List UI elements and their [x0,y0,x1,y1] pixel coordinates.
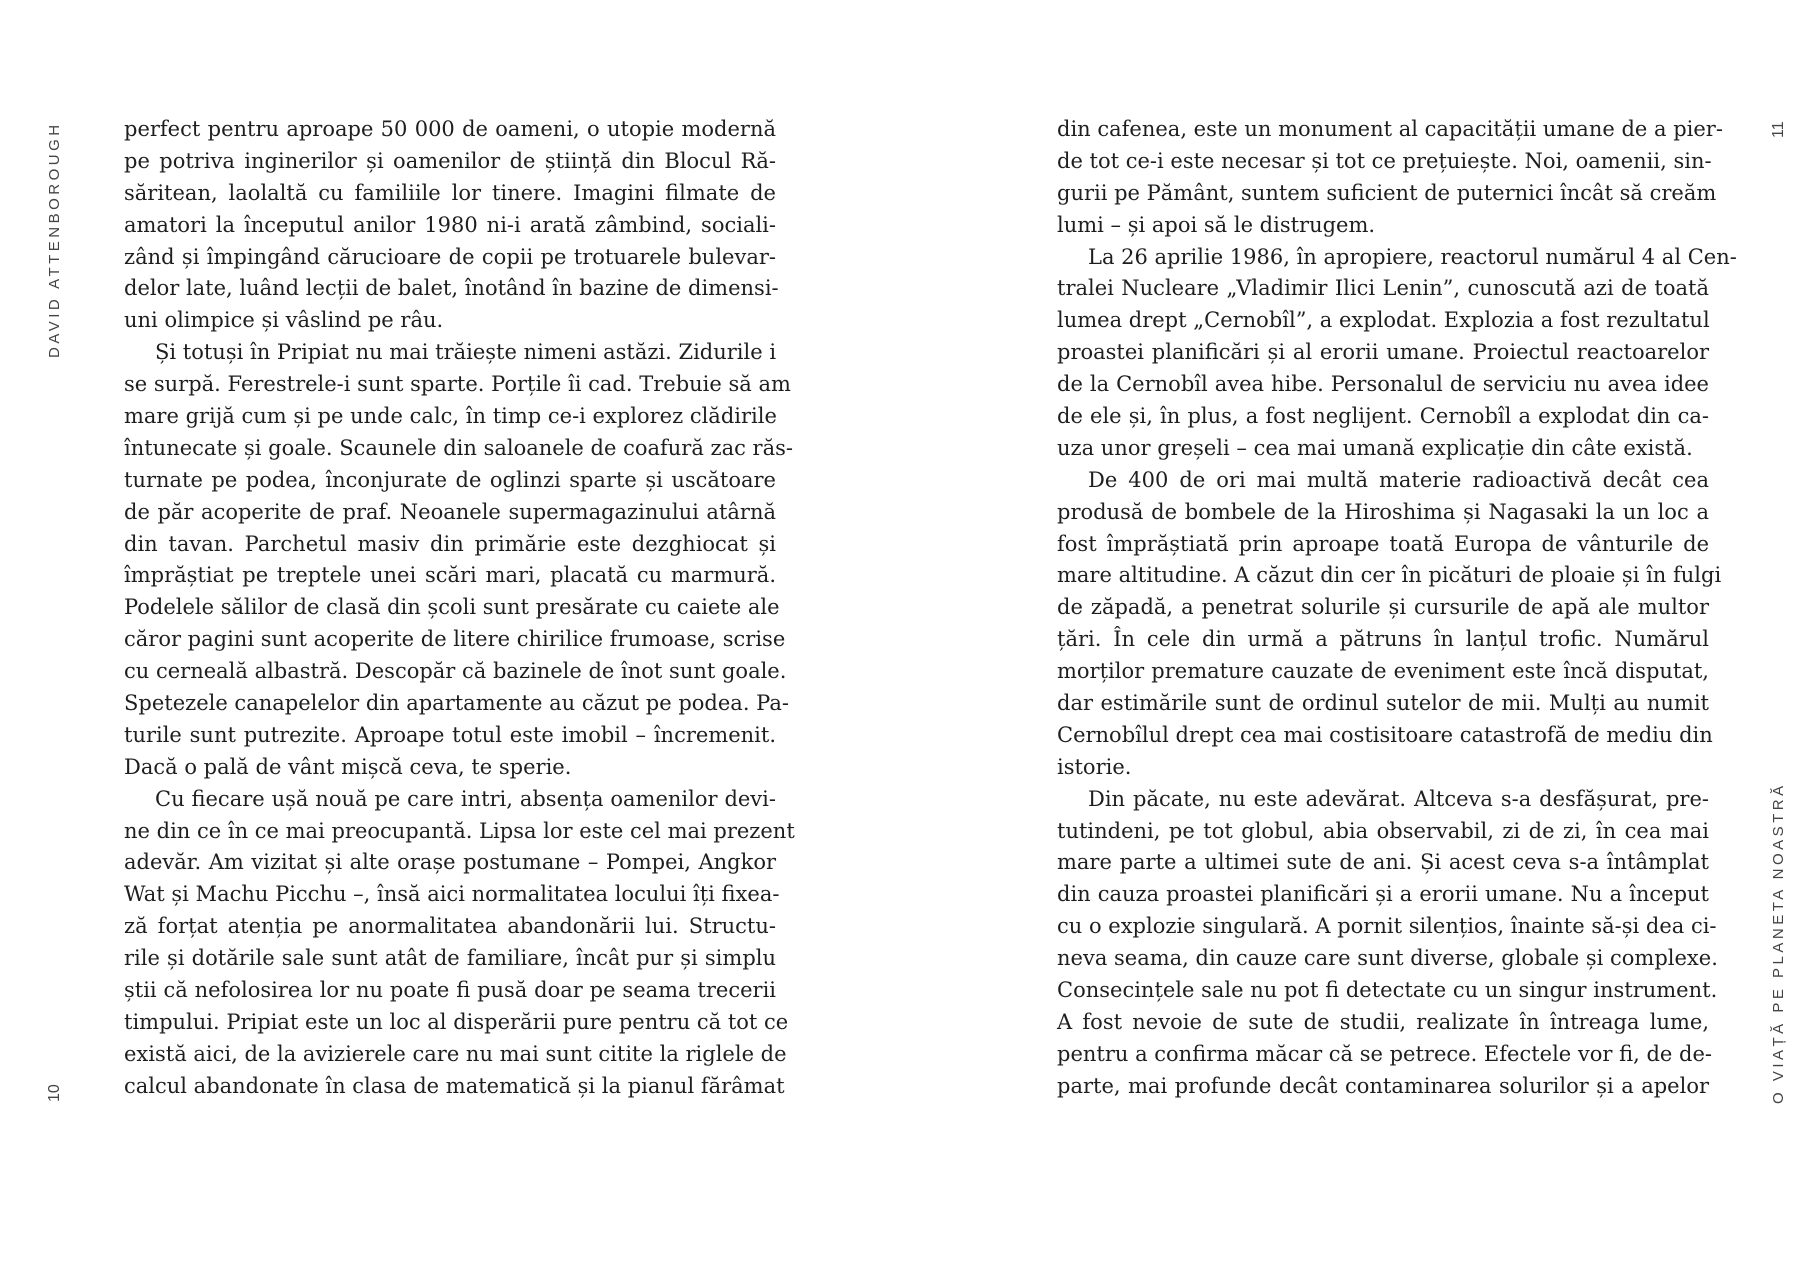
text-line: produsă de bombele de la Hiroshima și Nagasaki la un loc a [1057,499,1709,524]
text-line: tralei Nucleare „Vladimir Ilici Lenin”, cunoscută azi de toată [1057,276,1709,301]
text-line: Cu fiecare ușă nouă pe care intri, absența oamenilor devi- [155,786,776,811]
text-line: neva seama, din cauze care sunt diverse, globale și complexe. [1057,946,1718,971]
running-head-title: O VIAȚĂ PE PLANETA NOASTRĂ [1770,782,1787,1104]
text-line: gurii pe Pământ, suntem suficient de puternici încât să creăm [1057,180,1717,205]
text-line: săritean, laolaltă cu familiile lor tinere. Imagini filmate de [124,180,776,205]
page-number-left: 10 [46,1084,63,1102]
text-line: din cauza proastei planificări și a erorii umane. Nu a început [1057,882,1709,907]
text-line: De 400 de ori mai multă materie radioactivă decât cea [1088,467,1709,492]
text-line: întunecate și goale. Scaunele din saloanele de coafură zac răs- [124,435,793,460]
text-line: pentru a confirma măcar că se petrece. Efectele vor fi, de de- [1057,1041,1712,1066]
text-line: cu cerneală albastră. Descopăr că bazinele de înot sunt goale. [124,659,787,684]
text-line: de ele și, în plus, a fost neglijent. Cernobîl a explodat din ca- [1057,404,1709,429]
text-line: Cernobîlul drept cea mai costisitoare catastrofă de mediu din [1057,722,1713,747]
text-line: calcul abandonate în clasa de matematică și la pianul fărâmat [124,1073,785,1098]
running-head-author: DAVID ATTENBOROUGH [46,121,63,358]
text-line: Wat și Machu Picchu –, însă aici normalitatea locului îți fixea- [124,882,780,907]
text-line: de păr acoperite de praf. Neoanele supermagazinului atârnă [124,499,776,524]
text-line: rile și dotările sale sunt atât de familiare, încât pur și simplu [124,946,776,971]
text-line: fost împrăștiată prin aproape toată Europa de vânturile de [1057,531,1709,556]
body-text-left [124,114,795,1103]
text-line: de la Cernobîl avea hibe. Personalul de serviciu nu avea idee [1057,372,1709,397]
text-line: adevăr. Am vizitat și alte orașe postumane – Pompei, Angkor [124,850,776,875]
text-line: de zăpadă, a penetrat solurile și cursurile de apă ale multor [1057,595,1709,620]
text-line: cu o explozie singulară. A pornit silențios, înainte să-și dea ci- [1057,914,1717,939]
text-line: mare parte a ultimei sute de ani. Și acest ceva s-a întâmplat [1057,850,1709,875]
right-page [910,0,1820,1284]
text-line: istorie. [1057,754,1132,779]
text-line: Consecințele sale nu pot fi detectate cu un singur instrument. [1057,978,1718,1003]
text-line: uza unor greșeli – cea mai umană explicație din câte există. [1057,435,1693,460]
text-line: tutindeni, pe tot globul, abia observabil, zi de zi, în cea mai [1057,818,1709,843]
text-line: dar estimările sunt de ordinul sutelor de mii. Mulți au numit [1057,691,1709,716]
text-line: se surpă. Ferestrele-i sunt sparte. Porțile îi cad. Trebuie să am [124,372,791,397]
page-number-right: 11 [1770,121,1787,138]
text-line: din cafenea, este un monument al capacității umane de a pier- [1057,117,1723,141]
text-line: pe potriva inginerilor și oamenilor de știință din Blocul Ră- [124,148,776,173]
text-line: de tot ce-i este necesar și tot ce prețuiește. Noi, oamenii, sin- [1057,148,1712,173]
text-line: mare grijă cum și pe unde calc, în timp ce-i explorez clădirile [124,404,777,429]
text-line: delor late, luând lecții de balet, înotând în bazine de dimensi- [124,276,779,301]
text-line: ne din ce în ce mai preocupantă. Lipsa lor este cel mai prezent [124,818,795,843]
text-line: lumi – și apoi să le distrugem. [1057,212,1376,237]
text-line: Spetezele canapelelor din apartamente au căzut pe podea. Pa- [124,691,789,716]
text-line: știi că nefolosirea lor nu poate fi pusă doar pe seama trecerii [124,978,776,1003]
text-line: timpului. Pripiat este un loc al disperării pure pentru că tot ce [124,1009,789,1034]
text-line: Dacă o pală de vânt mișcă ceva, te sperie. [124,754,572,779]
text-line: din tavan. Parchetul masiv din primărie este dezghiocat și [124,531,776,556]
text-line: amatori la începutul anilor 1980 ni-i arată zâmbind, sociali- [124,212,776,237]
text-line: zând și împingând cărucioare de copii pe trotuarele bulevar- [124,244,776,269]
text-line: Din păcate, nu este adevărat. Altceva s-a desfășurat, pre- [1088,786,1709,811]
text-line: perfect pentru aproape 50 000 de oameni, o utopie modernă [124,117,776,141]
text-line: mare altitudine. A căzut din cer în picături de ploaie și în fulgi [1057,563,1722,588]
text-line: La 26 aprilie 1986, în apropiere, reactorul numărul 4 al Cen- [1088,244,1737,269]
text-line: există aici, de la avizierele care nu mai sunt citite la riglele de [124,1041,787,1066]
text-line: căror pagini sunt acoperite de litere chirilice frumoase, scrise [124,627,786,652]
text-line: împrăștiat pe treptele unei scări mari, placată cu marmură. [124,563,776,588]
text-line: țări. În cele din urmă a pătruns în lanțul trofic. Numărul [1057,627,1709,652]
text-line: lumea drept „Cernobîl”, a explodat. Explozia a fost rezultatul [1057,308,1710,333]
text-line: Podelele sălilor de clasă din școli sunt presărate cu caiete ale [124,595,780,620]
text-line: ză forțat atenția pe anormalitatea abandonării lui. Structu- [124,914,776,939]
text-line: turnate pe podea, înconjurate de oglinzi sparte și uscătoare [124,467,776,492]
text-line: Și totuși în Pripiat nu mai trăiește nimeni astăzi. Zidurile i [155,340,777,365]
text-line: turile sunt putrezite. Aproape totul este imobil – încremenit. [124,722,776,747]
body-text-right [1057,114,1737,1103]
text-line: parte, mai profunde decât contaminarea solurilor și a apelor [1057,1073,1709,1098]
text-line: proastei planificări și al erorii umane. Proiectul reactoarelor [1057,340,1709,365]
text-line: A fost nevoie de sute de studii, realizate în întreaga lume, [1057,1009,1709,1034]
text-line: morților premature cauzate de eveniment este încă disputat, [1057,659,1709,684]
text-line: uni olimpice și vâslind pe râu. [124,308,444,333]
